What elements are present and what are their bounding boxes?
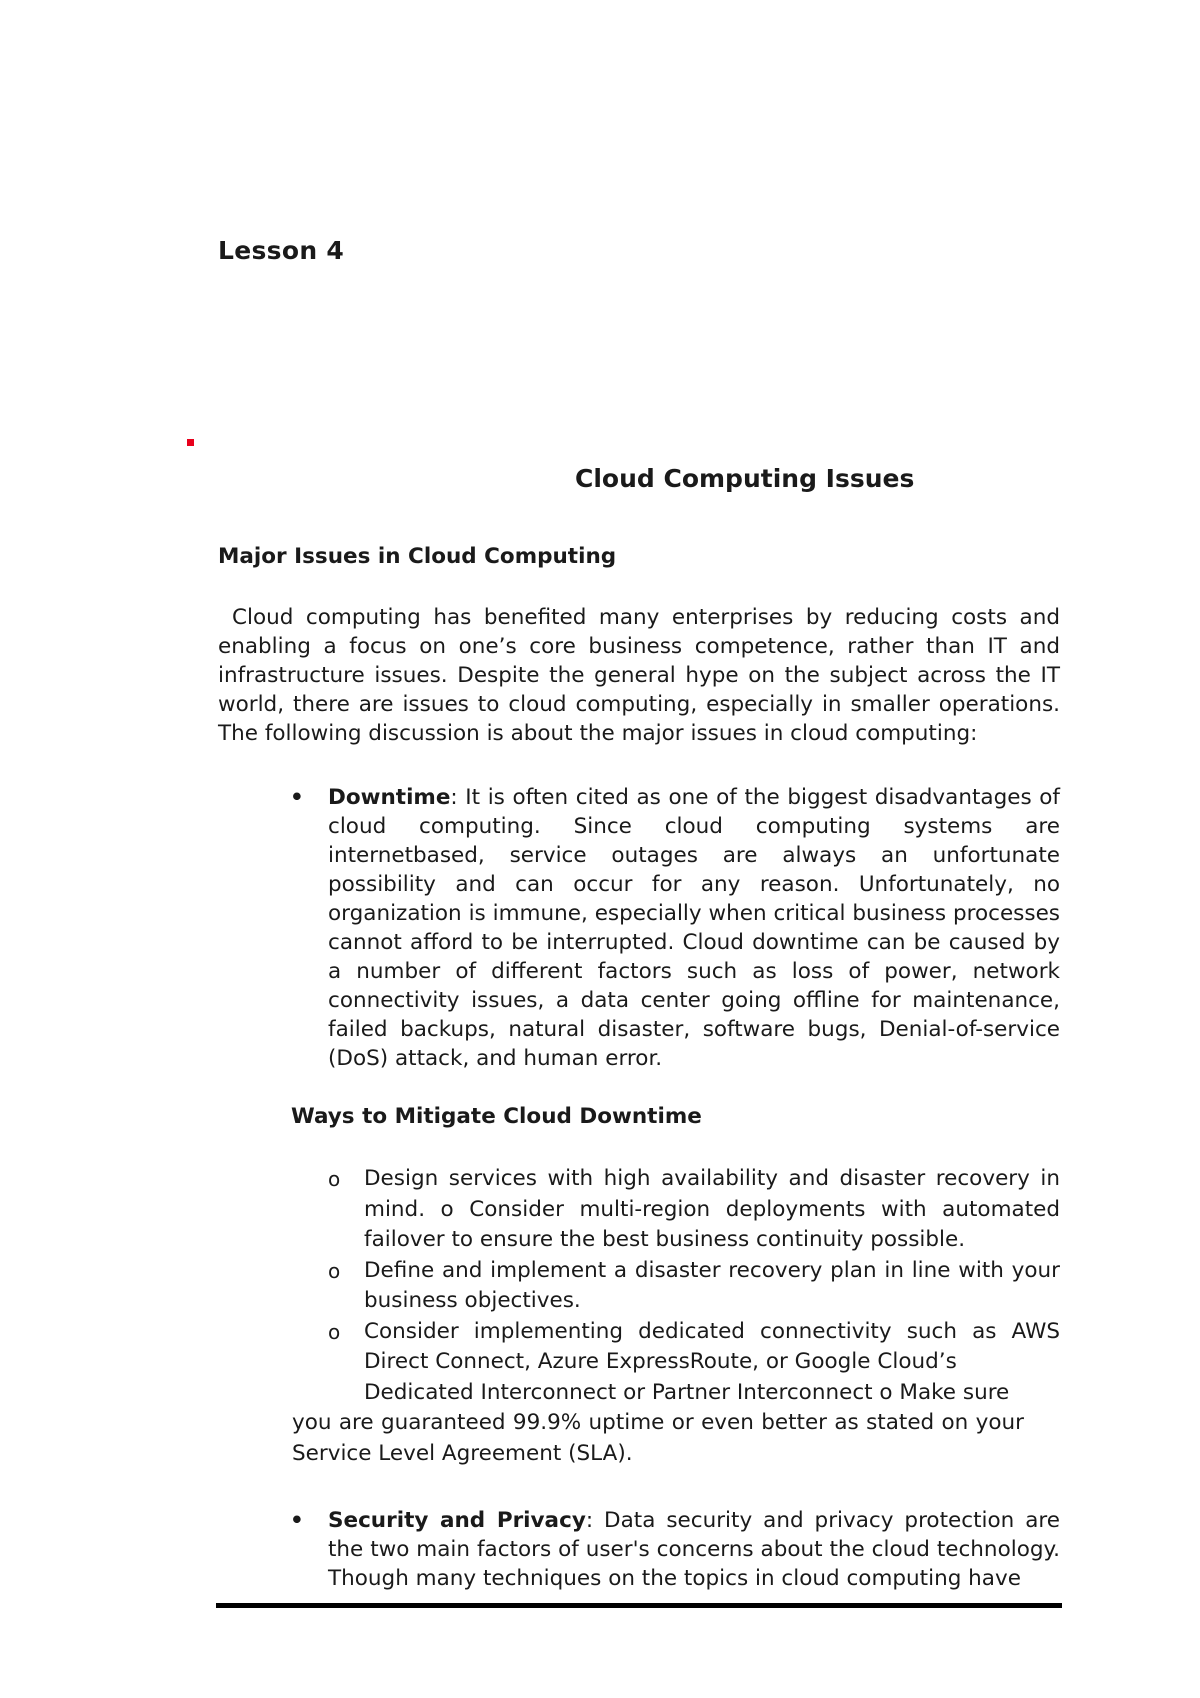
list-item — [328, 1164, 1060, 1256]
bullet-term: Downtime — [328, 785, 451, 810]
list-item-text: Define and implement a disaster recovery plan in line with your business objectives. — [364, 1257, 1060, 1313]
bullet-text: : Data security and privacy protection are the two main factors of user's concerns about the cloud technology. Though many techniques on the topics in cloud computing have — [328, 1508, 1060, 1591]
section-heading: Major Issues in Cloud Computing — [218, 544, 617, 569]
list-item — [328, 1256, 1060, 1317]
list-item-text: Dedicated Interconnect or Partner Interconnect o Make sure — [364, 1379, 1010, 1405]
page-title: Cloud Computing Issues — [575, 464, 915, 493]
list-item-text: Consider implementing dedicated connectivity such as AWS Direct Connect, Azure ExpressRoute, or Google Cloud’s — [364, 1318, 1060, 1374]
bullet-downtime — [290, 783, 1060, 1073]
circle-bullet-icon: o — [328, 1258, 341, 1283]
mitigation-heading: Ways to Mitigate Cloud Downtime — [291, 1104, 702, 1129]
list-item-continuation — [292, 1408, 1024, 1469]
bullet-text: : It is often cited as one of the biggest disadvantages of cloud computing. Since cloud computing systems are internetbased, service outages are always an unfortunate possibility and can occur for any reason. Unfortunately, no organization is immune, especially when critical business processes cannot afford to be interrupted. Cloud downtime can be caused by a number of different factors such as loss of power, network connectivity issues, a data center going offline for maintenance, failed backups, natural disaster, software bugs, Denial-of-service (DoS) attack, and human error. — [328, 785, 1060, 1071]
list-item-text: Design services with high availability and disaster recovery in mind. o Consider multi-region deployments with automated failover to ensure the best business continuity possible. — [364, 1166, 1060, 1252]
bullet-security — [290, 1506, 1060, 1593]
circle-bullet-icon: o — [328, 1319, 341, 1344]
list-item — [328, 1317, 1060, 1409]
bullet-icon: • — [290, 785, 304, 810]
lesson-label: Lesson 4 — [218, 236, 345, 265]
intro-paragraph: Cloud computing has benefited many enterprises by reducing costs and enabling a focus on one’s core business competence, rather than IT and infrastructure issues. Despite the general hype on the subject across the IT world, there are issues to cloud computing, especially in smaller operations. The following discussion is about the major issues in cloud computing: — [218, 605, 1060, 746]
mitigation-list — [292, 1164, 1060, 1469]
list-item-text: you are guaranteed 99.9% uptime or even better as stated on your Service Level Agreement (SLA). — [292, 1410, 1024, 1466]
red-marker — [187, 439, 194, 446]
circle-bullet-icon: o — [328, 1167, 341, 1191]
bullet-icon: • — [290, 1508, 304, 1533]
bullet-term: Security and Privacy — [328, 1508, 586, 1533]
footer-divider — [216, 1603, 1062, 1608]
